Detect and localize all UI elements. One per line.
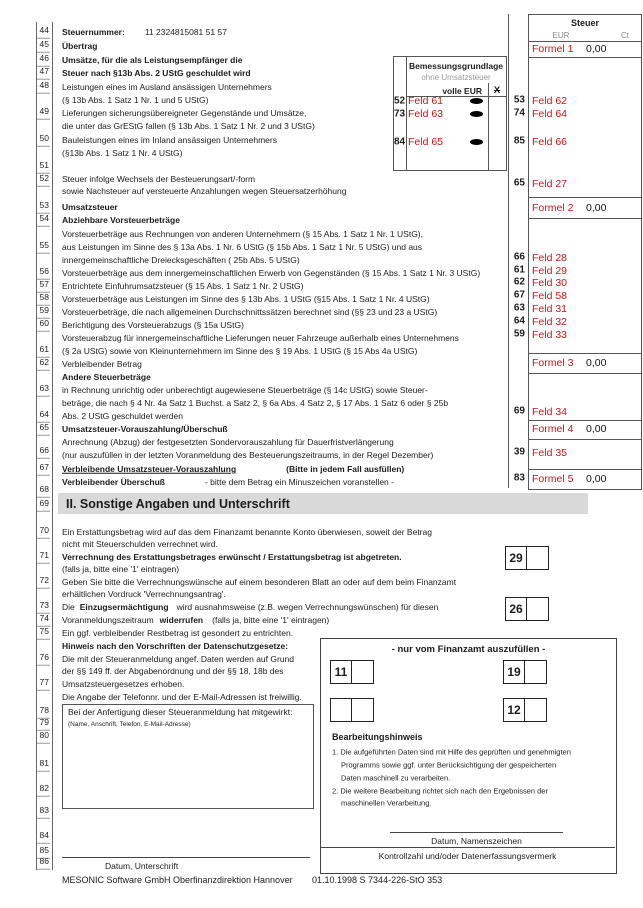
kontrollzahl-label: Kontrollzahl und/oder Datenerfassungsvermerk [378, 851, 557, 861]
form-line-text: Vorsteuerbeträge aus Rechnungen von anderen Unternehmern (§ 15 Abs. 1 Satz 1 Nr. 1 UStG), [62, 228, 423, 239]
steuer-column-box [528, 14, 642, 490]
form-line-text: beträge, die nach § 4 Nr. 4a Satz 1 Buchst. a Satz 2, § 6a Abs. 4 Satz 2, § 17 Abs. 1 Satz 6 oder § 25b [62, 397, 449, 408]
form-line [62, 386, 428, 395]
form-line-text: 11 2324815081 51 57 [144, 26, 227, 37]
form-line-text: Verbleibende Umsatzsteuer-Vorauszahlung [62, 463, 237, 474]
form-line [62, 83, 272, 92]
input-field-formel-4[interactable]: Formel 4 [532, 423, 574, 435]
row-number-44: 44 [37, 26, 50, 39]
form-line [62, 216, 180, 225]
form-line [62, 603, 438, 612]
form-line-text: Übertrag [62, 40, 98, 51]
form-line-text: Umsatzsteuergesetzes erhoben. [62, 678, 185, 689]
form-line [62, 667, 284, 676]
section-2-title: II. Sonstige Angaben und Unterschrift [66, 496, 290, 511]
entry-box-code: 29 [506, 547, 527, 569]
steuer-box-divider [529, 57, 641, 58]
filled-dot-icon [470, 98, 483, 104]
kennzahl-67: 67 [513, 289, 525, 301]
form-line [62, 28, 227, 37]
form-line-text: nicht mit Steuerschulden verrechnet wird. [62, 538, 218, 549]
form-line [62, 425, 228, 434]
bearbeitungshinweis-line: Programms sowie ggf. unter Berücksichtigung der gespeicherten [341, 760, 557, 770]
datum-namenszeichen-label: Datum, Namenszeichen [431, 836, 522, 846]
form-line-text: Verbleibender Überschuß [62, 476, 165, 487]
form-line-text: (Name, Anschrift, Telefon, E-Mail-Adresse) [68, 720, 191, 728]
filled-dot-icon [470, 139, 483, 145]
row-number-51: 51 [37, 161, 50, 174]
row-number-73: 73 [37, 601, 50, 614]
form-line-text: Steuernummer: [62, 26, 125, 37]
form-line [62, 96, 208, 105]
input-field-feld-35[interactable]: Feld 35 [532, 447, 568, 459]
row-number-46: 46 [37, 54, 50, 67]
kennzahl-85: 85 [513, 135, 525, 147]
row-number-79: 79 [37, 718, 50, 731]
form-line-text: sowie Nachsteuer auf versteuerte Anzahlungen wegen Steuersatzerhöhung [62, 185, 347, 196]
unterschrift-signature-line [62, 857, 310, 858]
form-line-text: Leistungen eines im Ausland ansässigen Unternehmers [62, 81, 272, 92]
steuer-box-divider [529, 197, 641, 198]
row-number-47: 47 [37, 67, 50, 80]
entry-box-code: 12 [504, 699, 525, 721]
form-line-text: der §§ 149 ff. der Abgabenordnung und der §§ 18, 18b des [62, 665, 284, 676]
bearbeitungshinweis-line: 1. Die aufgeführten Daten sind mit Hilfe des geprüften und genehmigten [332, 747, 571, 757]
finanzamt-box-title: - nur vom Finanzamt auszufüllen - [391, 644, 546, 655]
input-field-feld-66[interactable]: Feld 66 [532, 136, 568, 148]
mitwirkung-input-box[interactable] [62, 704, 314, 809]
form-line-text: (nur auszufüllen in der letzten Voranmeldung des Besteuerungszeitraums, in der Regel Dezember) [62, 449, 434, 460]
kennzahl-83: 83 [513, 472, 525, 484]
row-number-81: 81 [37, 759, 50, 772]
input-field-feld-27[interactable]: Feld 27 [532, 178, 568, 190]
kennzahl-63: 63 [513, 302, 525, 314]
form-line-text: (§ 2a UStG) sowie von Kleinunternehmern im Sinne des § 19 Abs. 1 UStG (§ 15 Abs 4a UStG) [62, 345, 418, 356]
form-line [62, 451, 433, 460]
form-line-text: - bitte dem Betrag ein Minuszeichen voranstellen - [204, 476, 394, 487]
form-line-text: (falls ja, bitte eine '1' eintragen) [212, 614, 330, 625]
form-line [62, 528, 432, 537]
row-number-50: 50 [37, 134, 50, 147]
row-number-66: 66 [37, 446, 50, 459]
kennzahl-61: 61 [513, 264, 525, 276]
form-line [62, 680, 184, 689]
input-field-feld-62[interactable]: Feld 62 [532, 95, 568, 107]
input-field-formel-2[interactable]: Formel 2 [532, 202, 574, 214]
steuer-box-divider [529, 420, 641, 421]
row-number-86: 86 [37, 857, 50, 870]
kennzahl-59: 59 [513, 328, 525, 340]
bearbeitungshinweis-title: Bearbeitungshinweis [332, 732, 423, 742]
form-line [62, 203, 118, 212]
form-line-text: Vorsteuerbeträge, die nach allgemeinen Durchschnittssätzen berechnet sind (§§ 23 und 23 a UStG) [62, 306, 438, 317]
steuer-column-title: Steuer [570, 18, 599, 28]
row-number-75: 75 [37, 627, 50, 640]
form-line [62, 373, 151, 382]
row-number-57: 57 [37, 280, 50, 293]
section-2-header-bar [58, 493, 588, 514]
entry-box-input-cell[interactable] [527, 547, 548, 569]
amount-value: 0,00 [586, 473, 607, 485]
form-line [62, 334, 459, 343]
form-line-text: Bauleistungen eines im Inland ansässigen Unternehmers [62, 134, 277, 145]
bearbeitungshinweis-line: 2. Die weitere Bearbeitung richtet sich nach den Ergebnissen der [332, 786, 548, 796]
kennzahl-64: 64 [513, 315, 525, 327]
kennzahl-65: 65 [513, 177, 525, 189]
row-number-77: 77 [37, 678, 50, 691]
form-line [62, 149, 182, 158]
form-line-text: Die [62, 601, 75, 612]
row-number-45: 45 [37, 40, 50, 53]
form-line-text: Berichtigung des Vorsteuerabzugs (§ 15a UStG) [62, 319, 244, 330]
kontrollzahl-divider [320, 847, 615, 848]
amount-value: 0,00 [586, 423, 607, 435]
input-field-feld-30[interactable]: Feld 30 [532, 277, 568, 289]
form-line-text: Vorsteuerbeträge aus Leistungen im Sinne des § 13b Abs. 1 UStG (§15 Abs. 1 Satz 1 Nr. 4 UStG) [62, 293, 430, 304]
input-field-feld-28[interactable]: Feld 28 [532, 252, 568, 264]
row-number-ruler [36, 22, 53, 870]
row-number-52: 52 [37, 174, 50, 187]
footer-authority: Oberfinanzdirektion Hannover [173, 875, 293, 885]
bearbeitungshinweis-line: maschinellen Verarbeitung. [341, 798, 432, 808]
form-line [62, 655, 294, 664]
input-field-feld-61[interactable]: Feld 61 [408, 95, 444, 107]
entry-box-code: 26 [506, 598, 527, 620]
volle-eur-column-header: volle EUR [442, 86, 482, 96]
amount-value: 0,00 [586, 357, 607, 369]
steuer-box-divider [529, 41, 641, 42]
row-number-58: 58 [37, 293, 50, 306]
form-line-text: wird ausnahmsweise (z.B. wegen Verrechnungswünschen) für diesen [176, 601, 439, 612]
form-line [62, 399, 448, 408]
row-number-82: 82 [37, 784, 50, 797]
amount-value: 0,00 [586, 43, 607, 55]
bearbeitungshinweis-line: Daten maschinell zu verarbeiten. [341, 773, 451, 783]
form-line-text: Umsatzsteuer-Vorauszahlung/Überschuß [62, 423, 228, 434]
form-line [62, 69, 251, 78]
row-number-61: 61 [37, 345, 50, 358]
row-number-84: 84 [37, 831, 50, 844]
input-field-feld-65[interactable]: Feld 65 [408, 136, 444, 148]
row-number-64: 64 [37, 410, 50, 423]
form-line-text: Verrechnung des Erstattungsbetrages erwünscht / Erstattungsbetrag ist abgetreten. [62, 551, 402, 562]
row-number-55: 55 [37, 241, 50, 254]
kennzahl-53: 53 [513, 94, 525, 106]
form-line-text: Lieferungen sicherungsübereigneter Gegenstände und Umsätze, [62, 107, 307, 118]
form-line [62, 187, 346, 196]
form-line-text: Umsätze, für die als Leistungsempfänger die [62, 54, 243, 65]
form-line-text: Steuer nach §13b Abs. 2 UStG geschuldet wird [62, 67, 251, 78]
datum-unterschrift-label: Datum, Unterschrift [105, 861, 179, 871]
steuer-box-divider [529, 439, 641, 440]
row-number-54: 54 [37, 214, 50, 227]
form-line [62, 478, 394, 487]
row-number-63: 63 [37, 384, 50, 397]
form-line [62, 269, 480, 278]
form-line-text: (Bitte in jedem Fall ausfüllen) [286, 463, 405, 474]
form-line [62, 438, 394, 447]
input-field-feld-63[interactable]: Feld 63 [408, 108, 444, 120]
form-line [62, 565, 179, 574]
form-line-text: (§ 13b Abs. 1 Satz 1 Nr. 1 und 5 UStG) [62, 94, 209, 105]
form-line-text: erhältlichen Vordruck 'Verrechnungsantrag'. [62, 588, 226, 599]
input-field-formel-3[interactable]: Formel 3 [532, 357, 574, 369]
steuer-box-divider [529, 469, 641, 470]
row-number-69: 69 [37, 499, 50, 512]
form-line [62, 347, 417, 356]
row-number-59: 59 [37, 306, 50, 319]
kennzahl-69: 69 [513, 405, 525, 417]
row-number-76: 76 [37, 653, 50, 666]
entry-box-29[interactable] [505, 546, 549, 570]
form-line-text: Andere Steuerbeträge [62, 371, 151, 382]
form-line-text: Die mit der Steueranmeldung angef. Daten werden auf Grund [62, 653, 294, 664]
form-line-text: Umsatzsteuer [62, 201, 118, 212]
form-line [62, 109, 306, 118]
form-line [62, 465, 404, 474]
row-number-60: 60 [37, 319, 50, 332]
form-line [62, 175, 255, 184]
input-field-feld-34[interactable]: Feld 34 [532, 406, 568, 418]
form-line [62, 321, 244, 330]
form-line [62, 360, 142, 369]
form-line-text: aus Leistungen im Sinne des § 13a Abs. 1 Nr. 6 UStG (§ 15b Abs. 1 Satz 1 Nr. 5 UStG) und aus [62, 241, 423, 252]
kennzahl-62: 62 [513, 276, 525, 288]
kennzahl-66: 66 [513, 251, 525, 263]
form-line-text: Ein ggf. verbleibender Restbetrag ist gesondert zu entrichten. [62, 627, 294, 638]
row-number-71: 71 [37, 551, 50, 564]
row-number-80: 80 [37, 731, 50, 744]
row-number-83: 83 [37, 806, 50, 819]
form-line-text: innergemeinschaftliche Dreiecksgeschäften ( 25b Abs. 5 UStG) [62, 254, 300, 265]
row-number-49: 49 [37, 107, 50, 120]
form-line-text: (falls ja, bitte eine '1' eintragen) [62, 563, 180, 574]
form-line [62, 56, 242, 65]
row-number-62: 62 [37, 358, 50, 371]
form-line-text: in Rechnung unrichtig oder unberechtigt augewiesene Steuerbeträge (§ 14c UStG) sowie Steuer- [62, 384, 428, 395]
input-field-feld-31[interactable]: Feld 31 [532, 303, 568, 315]
form-line [62, 122, 315, 131]
kennzahl-39: 39 [513, 446, 525, 458]
input-field-feld-32[interactable]: Feld 32 [532, 316, 568, 328]
form-line [62, 590, 226, 599]
form-line-text: Vorsteuerbeträge aus dem innergemeinschaftlichen Erwerb von Gegenständen (§ 15 Abs. 1 Satz 1 Nr. 3 UStG) [62, 267, 481, 278]
form-line-text: Die Angabe der Telefonnr. und der E-Mail-Adressen ist freiwillig. [62, 691, 302, 702]
steuer-box-divider [529, 218, 641, 219]
form-line [62, 629, 293, 638]
steuer-box-divider [529, 353, 641, 354]
entry-box-input-cell[interactable] [527, 598, 548, 620]
bemessungsgrundlage-subtitle: ohne Umsatzsteuer [421, 73, 491, 82]
form-line [62, 616, 329, 625]
row-number-53: 53 [37, 201, 50, 214]
ct-column-header: Ct [621, 31, 629, 40]
form-line [62, 295, 430, 304]
row-number-65: 65 [37, 423, 50, 436]
kennzahl-73: 73 [394, 108, 406, 120]
form-line-text: Verbleibender Betrag [62, 358, 142, 369]
input-field-feld-64[interactable]: Feld 64 [532, 108, 568, 120]
form-line [62, 578, 456, 587]
form-line-text: Steuer infolge Wechsels der Besteuerungsart/-form [62, 173, 256, 184]
form-line [62, 243, 422, 252]
form-line-text: Entrichtete Einfuhrumsatzsteuer (§ 15 Abs. 1 Satz 1 Nr. 2 UStG) [62, 280, 304, 291]
entry-box-code: 11 [331, 661, 352, 683]
kennzahl-84: 84 [394, 136, 406, 148]
row-number-70: 70 [37, 526, 50, 539]
form-line [62, 230, 423, 239]
input-field-feld-33[interactable]: Feld 33 [532, 329, 568, 341]
form-line-text: Bei der Anfertigung dieser Steueranmeldung hat mitgewirkt: [68, 706, 293, 717]
form-line [62, 693, 302, 702]
form-line-text: Voranmeldungszeitraum [62, 614, 154, 625]
eur-column-header: EUR [552, 31, 570, 40]
footer-form-id: 01.10.1998 S 7344-226-StO 353 [312, 875, 443, 885]
form-line [62, 412, 183, 421]
row-number-74: 74 [37, 614, 50, 627]
form-line-text: Geben Sie bitte die Verrechnungswünsche auf einem besonderen Blatt an oder auf dem beim Finanzamt [62, 576, 457, 587]
form-line-text: Anrechnung (Abzug) der festgesetzten Sondervorauszahlung für Dauerfristverlängerung [62, 436, 394, 447]
row-number-56: 56 [37, 267, 50, 280]
form-line [62, 553, 402, 562]
form-line [62, 308, 437, 317]
row-number-67: 67 [37, 463, 50, 476]
form-line-text: widerrufen [159, 614, 204, 625]
amount-value: 0,00 [586, 202, 607, 214]
form-line-text: Ein Erstattungsbetrag wird auf das dem Finanzamt benannte Konto überwiesen, soweit der Betrag [62, 526, 432, 537]
input-field-formel-5[interactable]: Formel 5 [532, 473, 574, 485]
bemessungsgrundlage-box [393, 56, 507, 171]
form-line-text: (§13b Abs. 1 Satz 1 Nr. 4 UStG) [62, 147, 183, 158]
footer-vendor: MESONIC Software GmbH [62, 875, 171, 885]
entry-box-code: 19 [504, 661, 525, 683]
row-number-68: 68 [37, 485, 50, 498]
form-line-text: Abs. 2 UStG geschuldet werden [62, 410, 183, 421]
input-field-feld-58[interactable]: Feld 58 [532, 290, 568, 302]
row-number-48: 48 [37, 81, 50, 94]
row-number-85: 85 [37, 846, 50, 859]
input-field-formel-1[interactable]: Formel 1 [532, 43, 574, 55]
form-line-text: Hinweis nach den Vorschriften der Datenschutzgesetze: [62, 640, 289, 651]
form-line-text: die unter das GrEStG fallen (§ 13b Abs. 1 Satz 1 Nr. 2 und 3 UStG) [62, 120, 315, 131]
form-line [62, 136, 277, 145]
kennzahl-74: 74 [513, 107, 525, 119]
namenszeichen-signature-line [390, 832, 563, 833]
form-line [62, 282, 303, 291]
form-line-text: Abziehbare Vorsteuerbeträge [62, 214, 180, 225]
bemessungsgrundlage-title: Bemessungsgrundlage [409, 61, 503, 71]
steuer-box-divider [529, 373, 641, 374]
form-line [62, 642, 288, 651]
filled-dot-icon [470, 111, 483, 117]
form-line [62, 540, 218, 549]
form-line-text: Einzugsermächtigung [79, 601, 169, 612]
form-line [62, 42, 97, 51]
form-line-text: Vorsteuerabzug für innergemeinschaftliche Lieferungen neuer Fahrzeuge außerhalb eines Unternehmens [62, 332, 459, 343]
x-column-header: X [493, 85, 501, 96]
row-number-72: 72 [37, 576, 50, 589]
input-field-feld-29[interactable]: Feld 29 [532, 265, 568, 277]
entry-box-26[interactable] [505, 597, 549, 621]
row-number-78: 78 [37, 706, 50, 719]
form-line [62, 256, 300, 265]
kennzahl-52: 52 [394, 95, 406, 107]
